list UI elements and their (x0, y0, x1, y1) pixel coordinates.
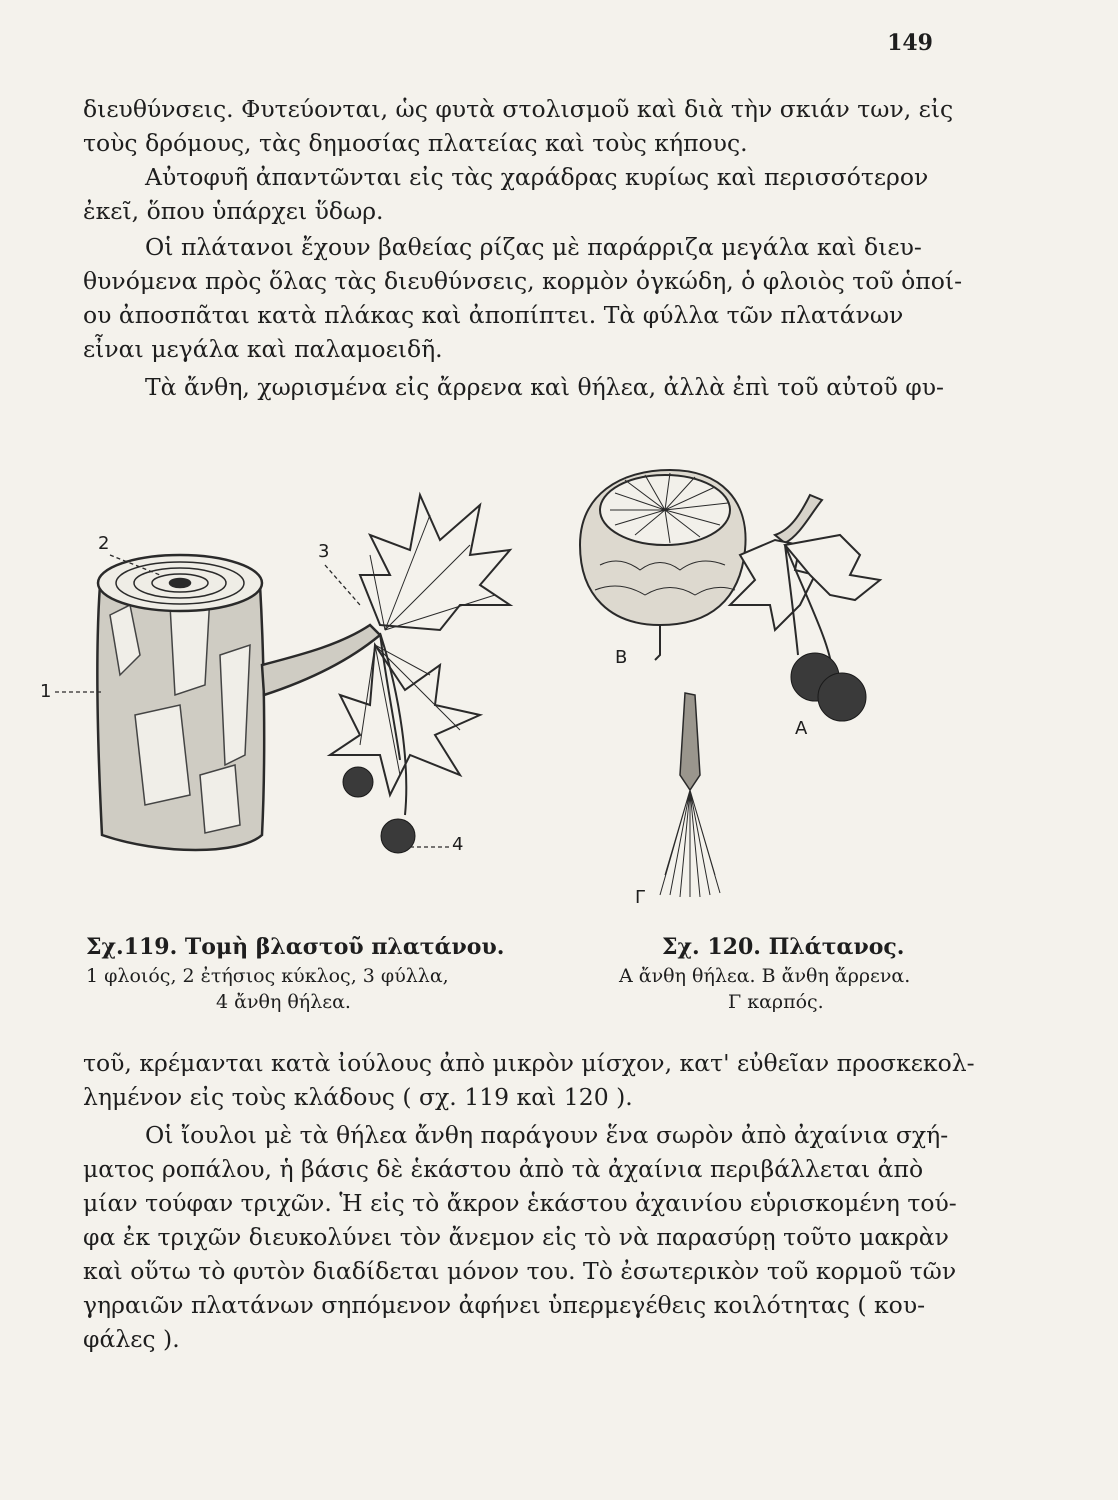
figure-120-illustration (560, 455, 980, 935)
text-line: μίαν τούφαν τριχῶν. Ἡ εἰς τὸ ἄκρον ἑκάστου ἀχαινίου εὑρισκομένη τού- (83, 1189, 957, 1217)
text-line: καὶ οὕτω τὸ φυτὸν διαδίδεται μόνον του. Τὸ ἐσωτερικὸν τοῦ κορμοῦ τῶν (83, 1257, 957, 1285)
figure-119-label-3: 3 (318, 541, 330, 562)
trunk-section (97, 555, 380, 850)
figure-119-illustration (40, 455, 560, 935)
figure-119-label-1: 1 (40, 681, 52, 702)
figure-119-label-2: 2 (98, 533, 110, 554)
female-flower-balls (343, 767, 415, 853)
paragraph-flowers (83, 370, 944, 404)
text-line: γηραιῶν πλατάνων σηπόμενον ἀφήνει ὑπερμεγέθεις κοιλότητας ( κου- (83, 1291, 926, 1319)
text-line: θυνόμενα πρὸς ὅλας τὰς διευθύνσεις, κορμὸν ὀγκώδη, ὁ φλοιὸς τοῦ ὁποί- (83, 267, 963, 295)
text-line: διευθύνσεις. Φυτεύονται, ὡς φυτὰ στολισμοῦ καὶ διὰ τὴν σκιάν των, εἰς (83, 95, 954, 123)
text-line: φα ἐκ τριχῶν διευκολύνει τὸν ἄνεμον εἰς τὸ νὰ παρασύρῃ τοῦτο μακρὰν (83, 1223, 949, 1251)
text-line: λημένον εἰς τοὺς κλάδους ( σχ. 119 καὶ 120 ). (83, 1083, 633, 1111)
figure-119-label-4: 4 (452, 834, 464, 855)
paragraph-streets (83, 92, 954, 160)
figure-120-label-b: Β (615, 647, 628, 668)
figure-120-label-a: Α (795, 718, 808, 739)
paragraph-achenes (83, 1118, 957, 1356)
male-flower-head (580, 470, 746, 660)
figure-120-label-g: Γ (635, 887, 646, 908)
figure-120-caption-line-1: Α ἄνθη θήλεα. Β ἄνθη ἄρρενα. (619, 965, 911, 987)
paragraph-roots (83, 230, 963, 366)
figures-area (40, 455, 980, 935)
figure-120-caption-title: Σχ. 120. Πλάτανος. (662, 934, 905, 960)
female-branch (730, 495, 880, 670)
text-line: Οἱ ἴουλοι μὲ τὰ θήλεα ἄνθη παράγουν ἕνα σωρὸν ἀπὸ ἀχαίνια σχή- (145, 1121, 949, 1149)
text-line: ἐκεῖ, ὅπου ὑπάρχει ὕδωρ. (83, 197, 384, 225)
paragraph-catkins (83, 1046, 975, 1114)
figure-119-caption-line-1: 1 φλοιός, 2 ἐτήσιος κύκλος, 3 φύλλα, (86, 965, 449, 987)
text-line: εἶναι μεγάλα καὶ παλαμοειδῆ. (83, 335, 443, 363)
figure-120-caption-line-2: Γ καρπός. (728, 991, 824, 1013)
text-line: ου ἀποσπᾶται κατὰ πλάκας καὶ ἀποπίπτει. Τὰ φύλλα τῶν πλατάνων (83, 301, 904, 329)
text-line: Οἱ πλάτανοι ἔχουν βαθείας ρίζας μὲ παράρριζα μεγάλα καὶ διευ- (145, 233, 922, 261)
text-line: ματος ροπάλου, ἡ βάσις δὲ ἑκάστου ἀπὸ τὰ ἀχαίνια περιβάλλεται ἀπὸ (83, 1155, 924, 1183)
paragraph-wild (83, 160, 938, 228)
achene-fruit (660, 693, 720, 897)
text-line: Αὐτοφυῆ ἀπαντῶνται εἰς τὰς χαράδρας κυρίως καὶ περισσότερον (145, 163, 929, 191)
text-line: φάλες ). (83, 1325, 180, 1353)
figure-119-caption-title: Σχ.119. Τομὴ βλαστοῦ πλατάνου. (86, 934, 505, 960)
page-number: 149 (887, 30, 933, 56)
text-line: τοὺς δρόμους, τὰς δημοσίας πλατείας καὶ τοὺς κήπους. (83, 129, 748, 157)
female-flower-balls-a (791, 653, 866, 721)
text-line: τοῦ, κρέμανται κατὰ ἰούλους ἀπὸ μικρὸν μίσχον, κατ' εὐθεῖαν προσκεκολ- (83, 1049, 975, 1077)
figure-119-caption-line-2: 4 ἄνθη θήλεα. (216, 991, 351, 1013)
text-line: Τὰ ἄνθη, χωρισμένα εἰς ἄρρενα καὶ θήλεα, ἀλλὰ ἐπὶ τοῦ αὐτοῦ φυ- (145, 373, 944, 401)
